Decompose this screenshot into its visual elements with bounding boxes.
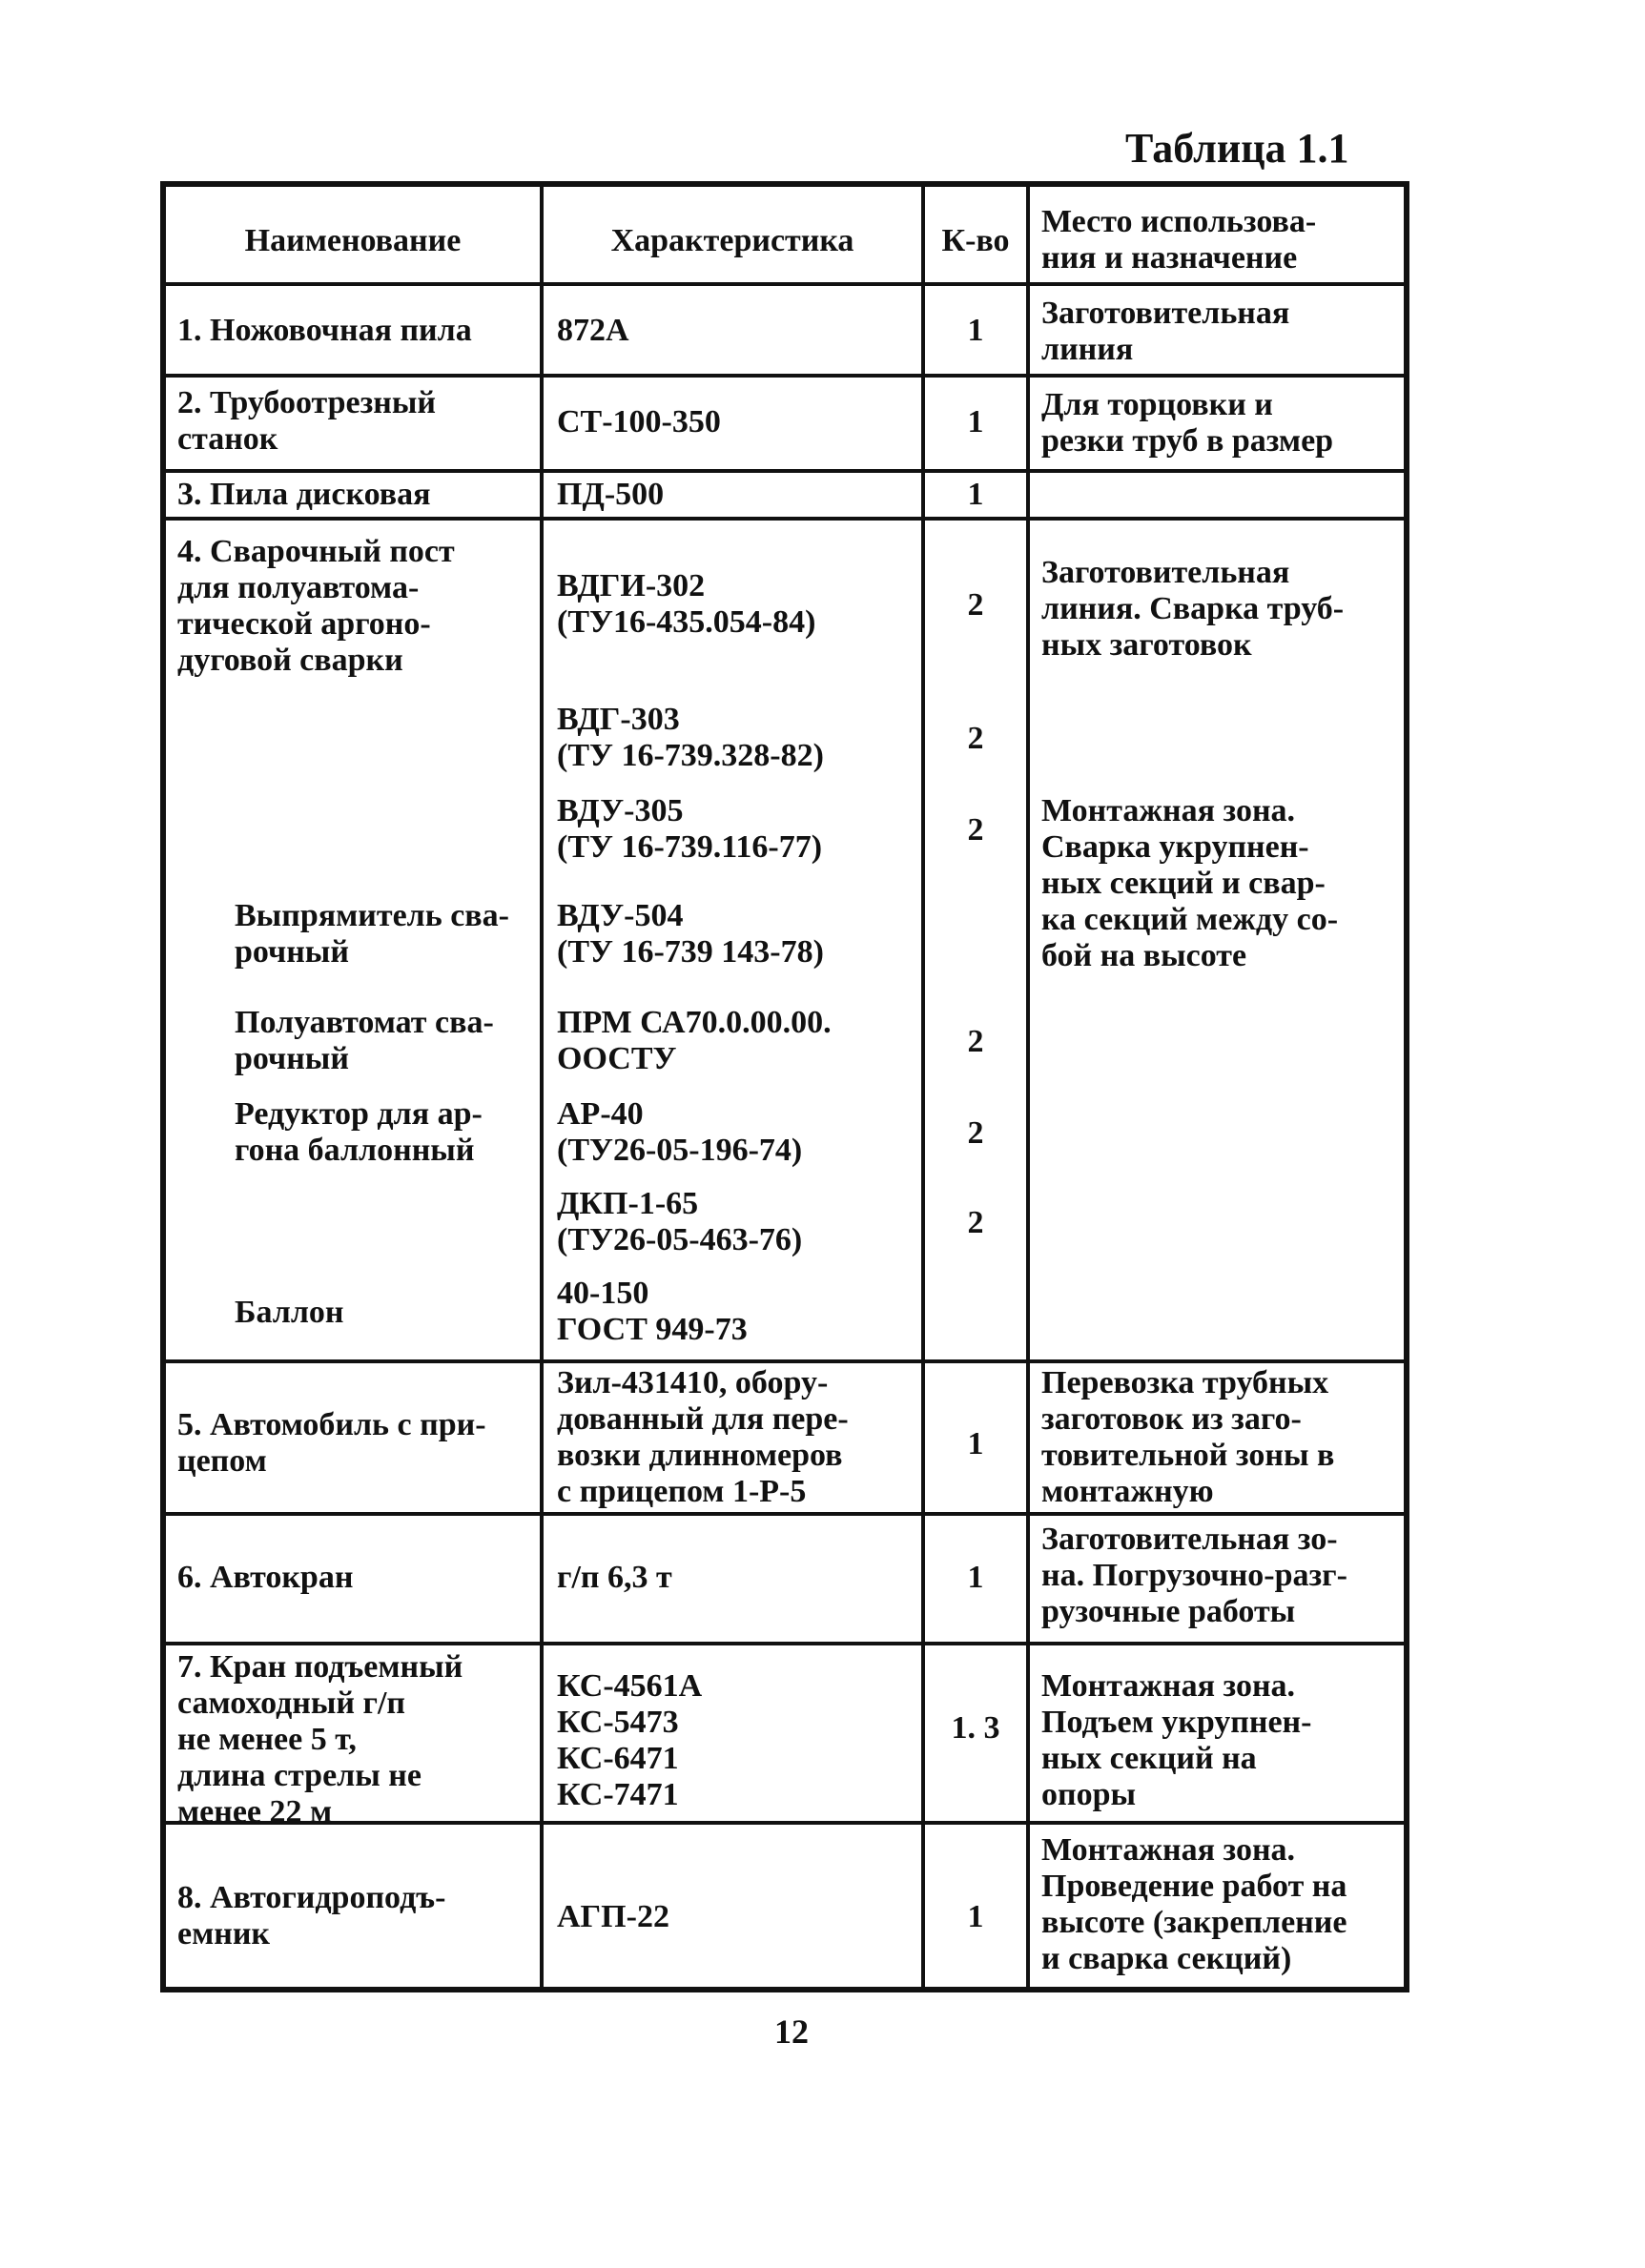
row4-purpose-1: Заготовительная линия. Сварка труб- ных заготовок xyxy=(1041,555,1345,663)
row6-purpose: Заготовительная зо- на. Погрузочно-разг- рузочные работы xyxy=(1041,1522,1347,1629)
row4-spec-2: ВДГ-303 (ТУ 16-739.328-82) xyxy=(557,702,824,773)
row4-name: 4. Сварочный пост для полуавтома- тической аргоно- дуговой сварки xyxy=(177,534,455,678)
row4-spec-3: ВДУ-305 (ТУ 16-739.116-77) xyxy=(557,793,823,865)
row-divider xyxy=(166,469,1404,473)
row4-qty-5: 2 xyxy=(967,1115,984,1151)
row3-spec: ПД-500 xyxy=(557,477,665,512)
row4-qty-3: 2 xyxy=(967,812,984,848)
row4-spec-5: ПРМ СА70.0.00.00. ООСТУ xyxy=(557,1005,832,1076)
row7-name: 7. Кран подъемный самоходный г/п не менее 5 т, длина стрелы не менее 22 м xyxy=(177,1649,463,1829)
row4-spec-6: АР-40 (ТУ26-05-196-74) xyxy=(557,1096,803,1168)
row5-name: 5. Автомобиль с при- цепом xyxy=(177,1407,486,1479)
table-caption: Таблица 1.1 xyxy=(1125,125,1349,172)
row1-spec: 872А xyxy=(557,313,629,348)
row4-subname-reducer: Редуктор для ар- гона баллонный xyxy=(235,1096,483,1168)
row8-name: 8. Автогидроподъ- емник xyxy=(177,1880,446,1951)
column-divider xyxy=(540,187,544,1987)
row4-subname-rectifier: Выпрямитель сва- рочный xyxy=(235,898,509,970)
row5-qty: 1 xyxy=(967,1426,984,1461)
row3-name: 3. Пила дисковая xyxy=(177,477,431,512)
row7-spec: КС-4561А КС-5473 КС-6471 КС-7471 xyxy=(557,1668,703,1812)
column-divider xyxy=(1026,187,1030,1987)
row8-purpose: Монтажная зона. Проведение работ на высоте (закрепление и сварка секций) xyxy=(1041,1832,1347,1976)
row6-name: 6. Автокран xyxy=(177,1560,354,1595)
row6-spec: г/п 6,3 т xyxy=(557,1560,672,1595)
row-divider xyxy=(166,517,1404,521)
row4-spec-7: ДКП-1-65 (ТУ26-05-463-76) xyxy=(557,1186,803,1257)
row5-spec: Зил-431410, обору- дованный для пере- возки длинномеров с прицепом 1-Р-5 xyxy=(557,1365,849,1509)
row1-purpose: Заготовительная линия xyxy=(1041,296,1290,367)
row4-subname-cylinder: Баллон xyxy=(235,1295,344,1330)
row4-qty-4: 2 xyxy=(967,1024,984,1059)
row-divider xyxy=(166,1359,1404,1363)
header-spec: Характеристика xyxy=(610,223,854,258)
row-divider xyxy=(166,282,1404,286)
row2-purpose: Для торцовки и резки труб в размер xyxy=(1041,387,1334,459)
row4-qty-1: 2 xyxy=(967,587,984,623)
equipment-table xyxy=(160,181,1409,1992)
row4-spec-4: ВДУ-504 (ТУ 16-739 143-78) xyxy=(557,898,824,970)
header-qty: К-во xyxy=(941,223,1010,258)
row7-qty: 1. 3 xyxy=(951,1710,1000,1746)
row4-spec-1: ВДГИ-302 (ТУ16-435.054-84) xyxy=(557,568,816,640)
row4-qty-6: 2 xyxy=(967,1205,984,1240)
row2-name: 2. Трубоотрезный станок xyxy=(177,385,437,457)
row8-qty: 1 xyxy=(967,1899,984,1934)
row2-spec: СТ-100-350 xyxy=(557,404,721,439)
row1-name: 1. Ножовочная пила xyxy=(177,313,472,348)
row1-qty: 1 xyxy=(967,313,984,348)
row-divider xyxy=(166,374,1404,378)
row7-purpose: Монтажная зона. Подъем укрупнен- ных секций на опоры xyxy=(1041,1668,1312,1812)
header-purpose: Место использова- ния и назначение xyxy=(1041,204,1317,276)
row8-spec: АГП-22 xyxy=(557,1899,669,1934)
row4-purpose-2: Монтажная зона. Сварка укрупнен- ных секций и свар- ка секций между со- бой на высоте xyxy=(1041,793,1339,973)
row6-qty: 1 xyxy=(967,1560,984,1595)
row4-spec-8: 40-150 ГОСТ 949-73 xyxy=(557,1276,748,1347)
row-divider xyxy=(166,1512,1404,1516)
row5-purpose: Перевозка трубных заготовок из заго- товительной зоны в монтажную xyxy=(1041,1365,1335,1509)
row3-qty: 1 xyxy=(967,477,984,512)
row4-qty-2: 2 xyxy=(967,721,984,756)
page-number: 12 xyxy=(774,2013,809,2051)
header-name: Наименование xyxy=(244,223,462,258)
row4-subname-semiautomat: Полуавтомат сва- рочный xyxy=(235,1005,494,1076)
row-divider xyxy=(166,1642,1404,1645)
row2-qty: 1 xyxy=(967,404,984,439)
